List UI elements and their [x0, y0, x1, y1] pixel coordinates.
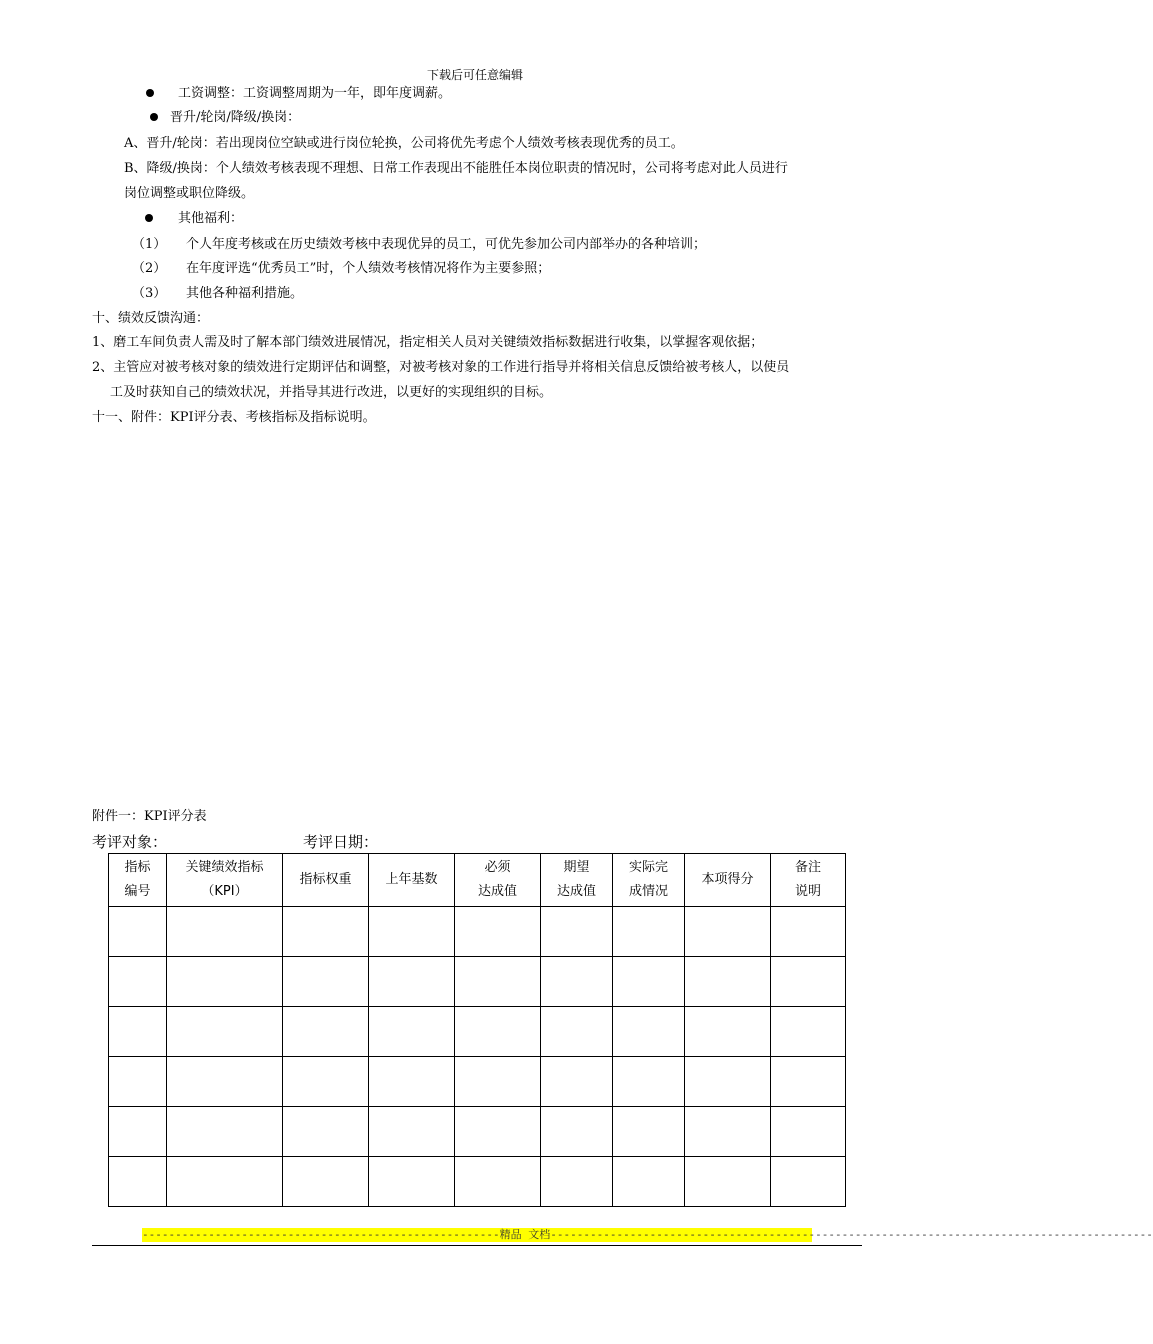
table-row	[109, 907, 846, 957]
table-cell	[771, 957, 846, 1007]
table-row	[109, 1057, 846, 1107]
table-cell	[613, 1007, 685, 1057]
table-cell	[167, 1157, 283, 1207]
table-cell	[455, 957, 541, 1007]
header-cell: 期望 达成值	[541, 854, 613, 907]
table-cell	[167, 1107, 283, 1157]
table-cell	[455, 1107, 541, 1157]
table-cell	[109, 1057, 167, 1107]
subject-label: 考评对象：	[92, 833, 168, 851]
table-cell	[369, 1057, 455, 1107]
table-cell	[369, 1107, 455, 1157]
header-cell: 上年基数	[369, 854, 455, 907]
list-item-text: 在年度评选“优秀员工”时，个人绩效考核情况将作为主要参照；	[186, 261, 551, 276]
bullet-salary-adjust: 工资调整：工资调整周期为一年，即年度调薪。	[178, 86, 452, 101]
footer-banner: ------------------------------------------------------精品 文档-------------------------------------------------------------------------------------------	[142, 1228, 1153, 1241]
table-cell	[455, 1157, 541, 1207]
bullet-icon	[146, 89, 154, 97]
table-cell	[109, 907, 167, 957]
table-cell	[685, 1107, 771, 1157]
header-cell: 指标 编号	[109, 854, 167, 907]
footer-divider	[92, 1245, 862, 1246]
table-cell	[613, 907, 685, 957]
paragraph-1: 1、磨工车间负责人需及时了解本部门绩效进展情况，指定相关人员对关键绩效指标数据进行收集，以掌握客观依据；	[92, 335, 764, 350]
list-item-number: （3）	[132, 286, 167, 301]
table-cell	[771, 1157, 846, 1207]
header-cell: 关键绩效指标 （KPI）	[167, 854, 283, 907]
table-cell	[369, 907, 455, 957]
table-cell	[613, 1157, 685, 1207]
table-header-row	[109, 854, 846, 907]
table-cell	[541, 1107, 613, 1157]
table-cell	[109, 1157, 167, 1207]
table-row	[109, 1007, 846, 1057]
table-cell	[283, 957, 369, 1007]
table-cell	[283, 1057, 369, 1107]
table-cell	[283, 1157, 369, 1207]
table-cell	[771, 1057, 846, 1107]
paragraph-2-cont: 工及时获知自己的绩效状况，并指导其进行改进，以更好的实现组织的目标。	[110, 385, 553, 400]
table-cell	[685, 957, 771, 1007]
list-item-number: （1）	[132, 237, 167, 252]
table-cell	[109, 957, 167, 1007]
line-b-demotion-cont: 岗位调整或职位降级。	[124, 186, 255, 201]
header-cell: 必须 达成值	[455, 854, 541, 907]
table-cell	[541, 957, 613, 1007]
table-cell	[771, 1107, 846, 1157]
list-item-number: （2）	[132, 261, 167, 276]
table-cell	[685, 1007, 771, 1057]
table-cell	[613, 1057, 685, 1107]
section-10-heading: 十、绩效反馈沟通：	[92, 311, 210, 326]
table-cell	[167, 1007, 283, 1057]
table-cell	[455, 1007, 541, 1057]
table-cell	[541, 907, 613, 957]
header-cell: 本项得分	[685, 854, 771, 907]
table-row	[109, 957, 846, 1007]
list-item-text: 其他各种福利措施。	[186, 286, 304, 301]
bullet-promotion: 晋升/轮岗/降级/换岗：	[170, 110, 301, 125]
table-cell	[109, 1107, 167, 1157]
table-cell	[541, 1157, 613, 1207]
kpi-score-table	[108, 853, 846, 1207]
page-header-note: 下载后可任意编辑	[426, 68, 523, 82]
paragraph-2: 2、主管应对被考核对象的绩效进行定期评估和调整，对被考核对象的工作进行指导并将相关信息反馈给被考核人，以使员	[92, 360, 790, 375]
table-cell	[167, 957, 283, 1007]
table-cell	[685, 907, 771, 957]
date-label: 考评日期：	[303, 833, 379, 851]
table-cell	[455, 1057, 541, 1107]
header-cell: 指标权重	[283, 854, 369, 907]
table-row	[109, 1157, 846, 1207]
table-cell	[167, 907, 283, 957]
table-cell	[685, 1157, 771, 1207]
table-row	[109, 1107, 846, 1157]
header-cell: 备注 说明	[771, 854, 846, 907]
line-a-promotion: A、晋升/轮岗：若出现岗位空缺或进行岗位轮换，公司将优先考虑个人绩效考核表现优秀的员工。	[124, 136, 684, 151]
table-cell	[369, 1157, 455, 1207]
table-cell	[771, 907, 846, 957]
table-cell	[167, 1057, 283, 1107]
table-cell	[541, 1007, 613, 1057]
table-cell	[369, 957, 455, 1007]
table-cell	[455, 907, 541, 957]
bullet-icon	[145, 214, 153, 222]
table-cell	[283, 907, 369, 957]
table-cell	[771, 1007, 846, 1057]
bullet-icon	[150, 113, 158, 121]
table-cell	[685, 1057, 771, 1107]
line-b-demotion: B、降级/换岗：个人绩效考核表现不理想、日常工作表现出不能胜任本岗位职责的情况时，公司将考虑对此人员进行	[124, 161, 788, 176]
table-cell	[283, 1007, 369, 1057]
table-cell	[109, 1007, 167, 1057]
section-11-heading: 十一、附件：KPI评分表、考核指标及指标说明。	[92, 410, 376, 425]
table-cell	[541, 1057, 613, 1107]
footer-label: 精品 文档	[499, 1228, 551, 1241]
appendix-title: 附件一：KPI评分表	[92, 809, 207, 824]
table-cell	[283, 1107, 369, 1157]
table-cell	[613, 957, 685, 1007]
table-cell	[369, 1007, 455, 1057]
table-cell	[613, 1107, 685, 1157]
list-item-text: 个人年度考核或在历史绩效考核中表现优异的员工，可优先参加公司内部举办的各种培训；	[186, 237, 707, 252]
header-cell: 实际完 成情况	[613, 854, 685, 907]
bullet-other-benefits: 其他福利：	[178, 211, 244, 226]
